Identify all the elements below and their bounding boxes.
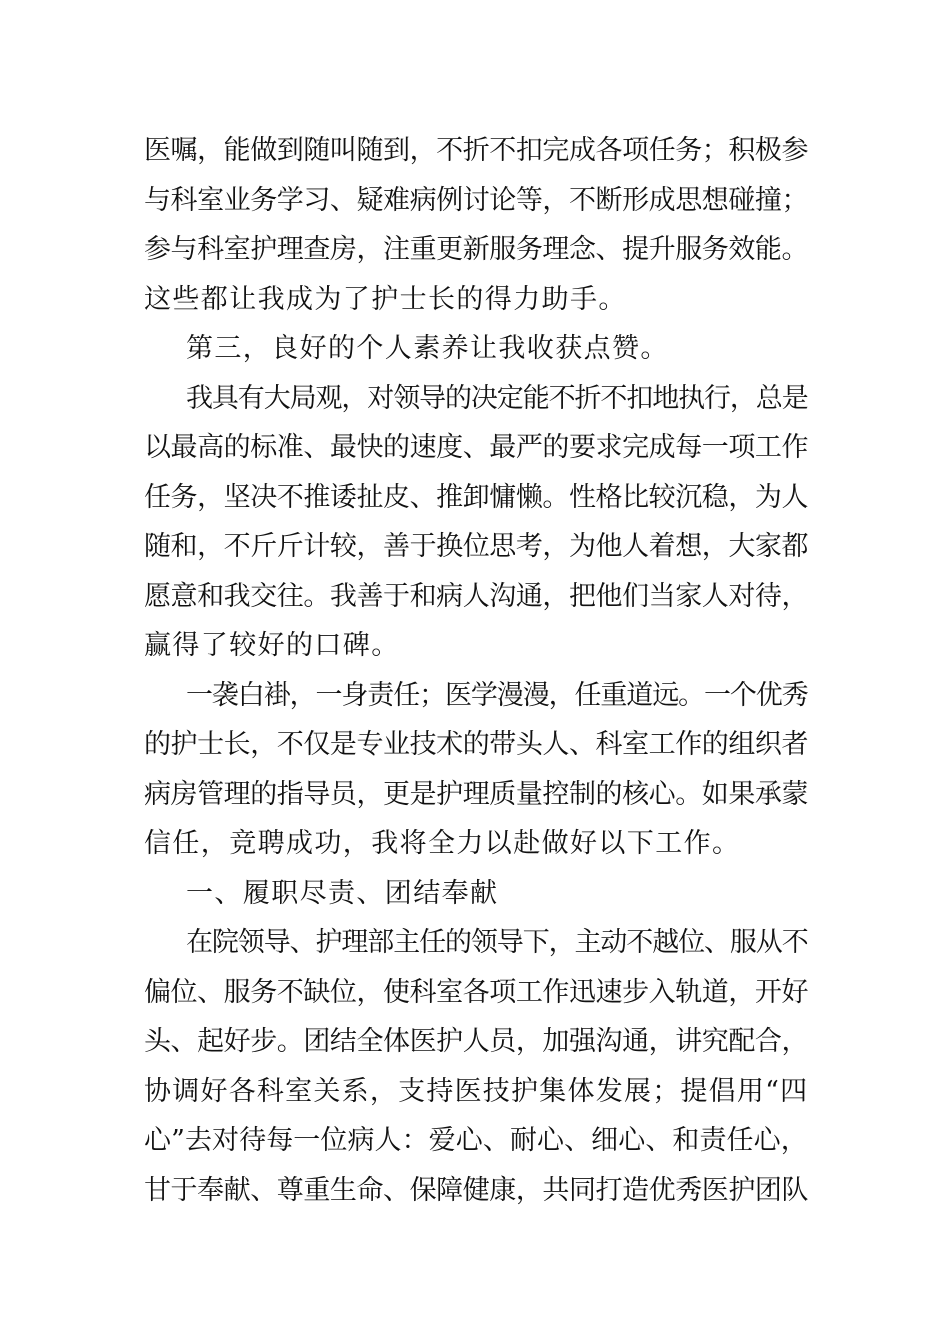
text-line: 在院领导、护理部主任的领导下，主动不越位、服从不: [186, 927, 808, 958]
document-body: [144, 126, 808, 1215]
text-line: 与科室业务学习、疑难病例讨论等，不断形成思想碰撞；: [144, 184, 808, 216]
text-line: 任务，坚决不推诿扯皮、推卸慵懒。性格比较沉稳，为人: [144, 481, 808, 513]
text-line: 赢得了较好的口碑。: [144, 630, 400, 661]
text-line: 偏位、服务不缺位，使科室各项工作迅速步入轨道，开好: [144, 976, 808, 1008]
text-line: 一袭白褂，一身责任；医学漫漫，任重道远。一个优秀: [186, 679, 808, 711]
text-line: 参与科室护理查房，注重更新服务理念、提升服务效能。: [144, 234, 808, 265]
text-line: 我具有大局观，对领导的决定能不折不扣地执行，总是: [186, 382, 808, 414]
text-line: 病房管理的指导员，更是护理质量控制的核心。如果承蒙: [144, 778, 808, 810]
text-line: 随和，不斤斤计较，善于换位思考，为他人着想，大家都: [144, 531, 808, 562]
text-line: 愿意和我交往。我善于和病人沟通，把他们当家人对待，: [144, 580, 808, 612]
text-line: 第三，良好的个人素养让我收获点赞。: [186, 333, 669, 364]
text-line: 这些都让我成为了护士长的得力助手。: [144, 283, 627, 315]
text-line: 头、起好步。团结全体医护人员，加强沟通，讲究配合，: [144, 1026, 808, 1057]
text-line: 的护士长，不仅是专业技术的带头人、科室工作的组织者: [144, 729, 808, 760]
text-line: 信任，竞聘成功，我将全力以赴做好以下工作。: [144, 828, 741, 859]
text-line: 一、履职尽责、团结奉献: [186, 877, 499, 909]
text-line: 心”去对待每一位病人：爱心、耐心、细心、和责任心，: [144, 1125, 808, 1156]
text-line: 甘于奉献、尊重生命、保障健康，共同打造优秀医护团队: [144, 1174, 808, 1206]
text-line: 协调好各科室关系，支持医技护集体发展；提倡用“四: [144, 1075, 808, 1107]
text-line: 以最高的标准、最快的速度、最严的要求完成每一项工作: [144, 432, 808, 463]
text-line: 医嘱，能做到随叫随到，不折不扣完成各项任务；积极参: [144, 135, 808, 166]
